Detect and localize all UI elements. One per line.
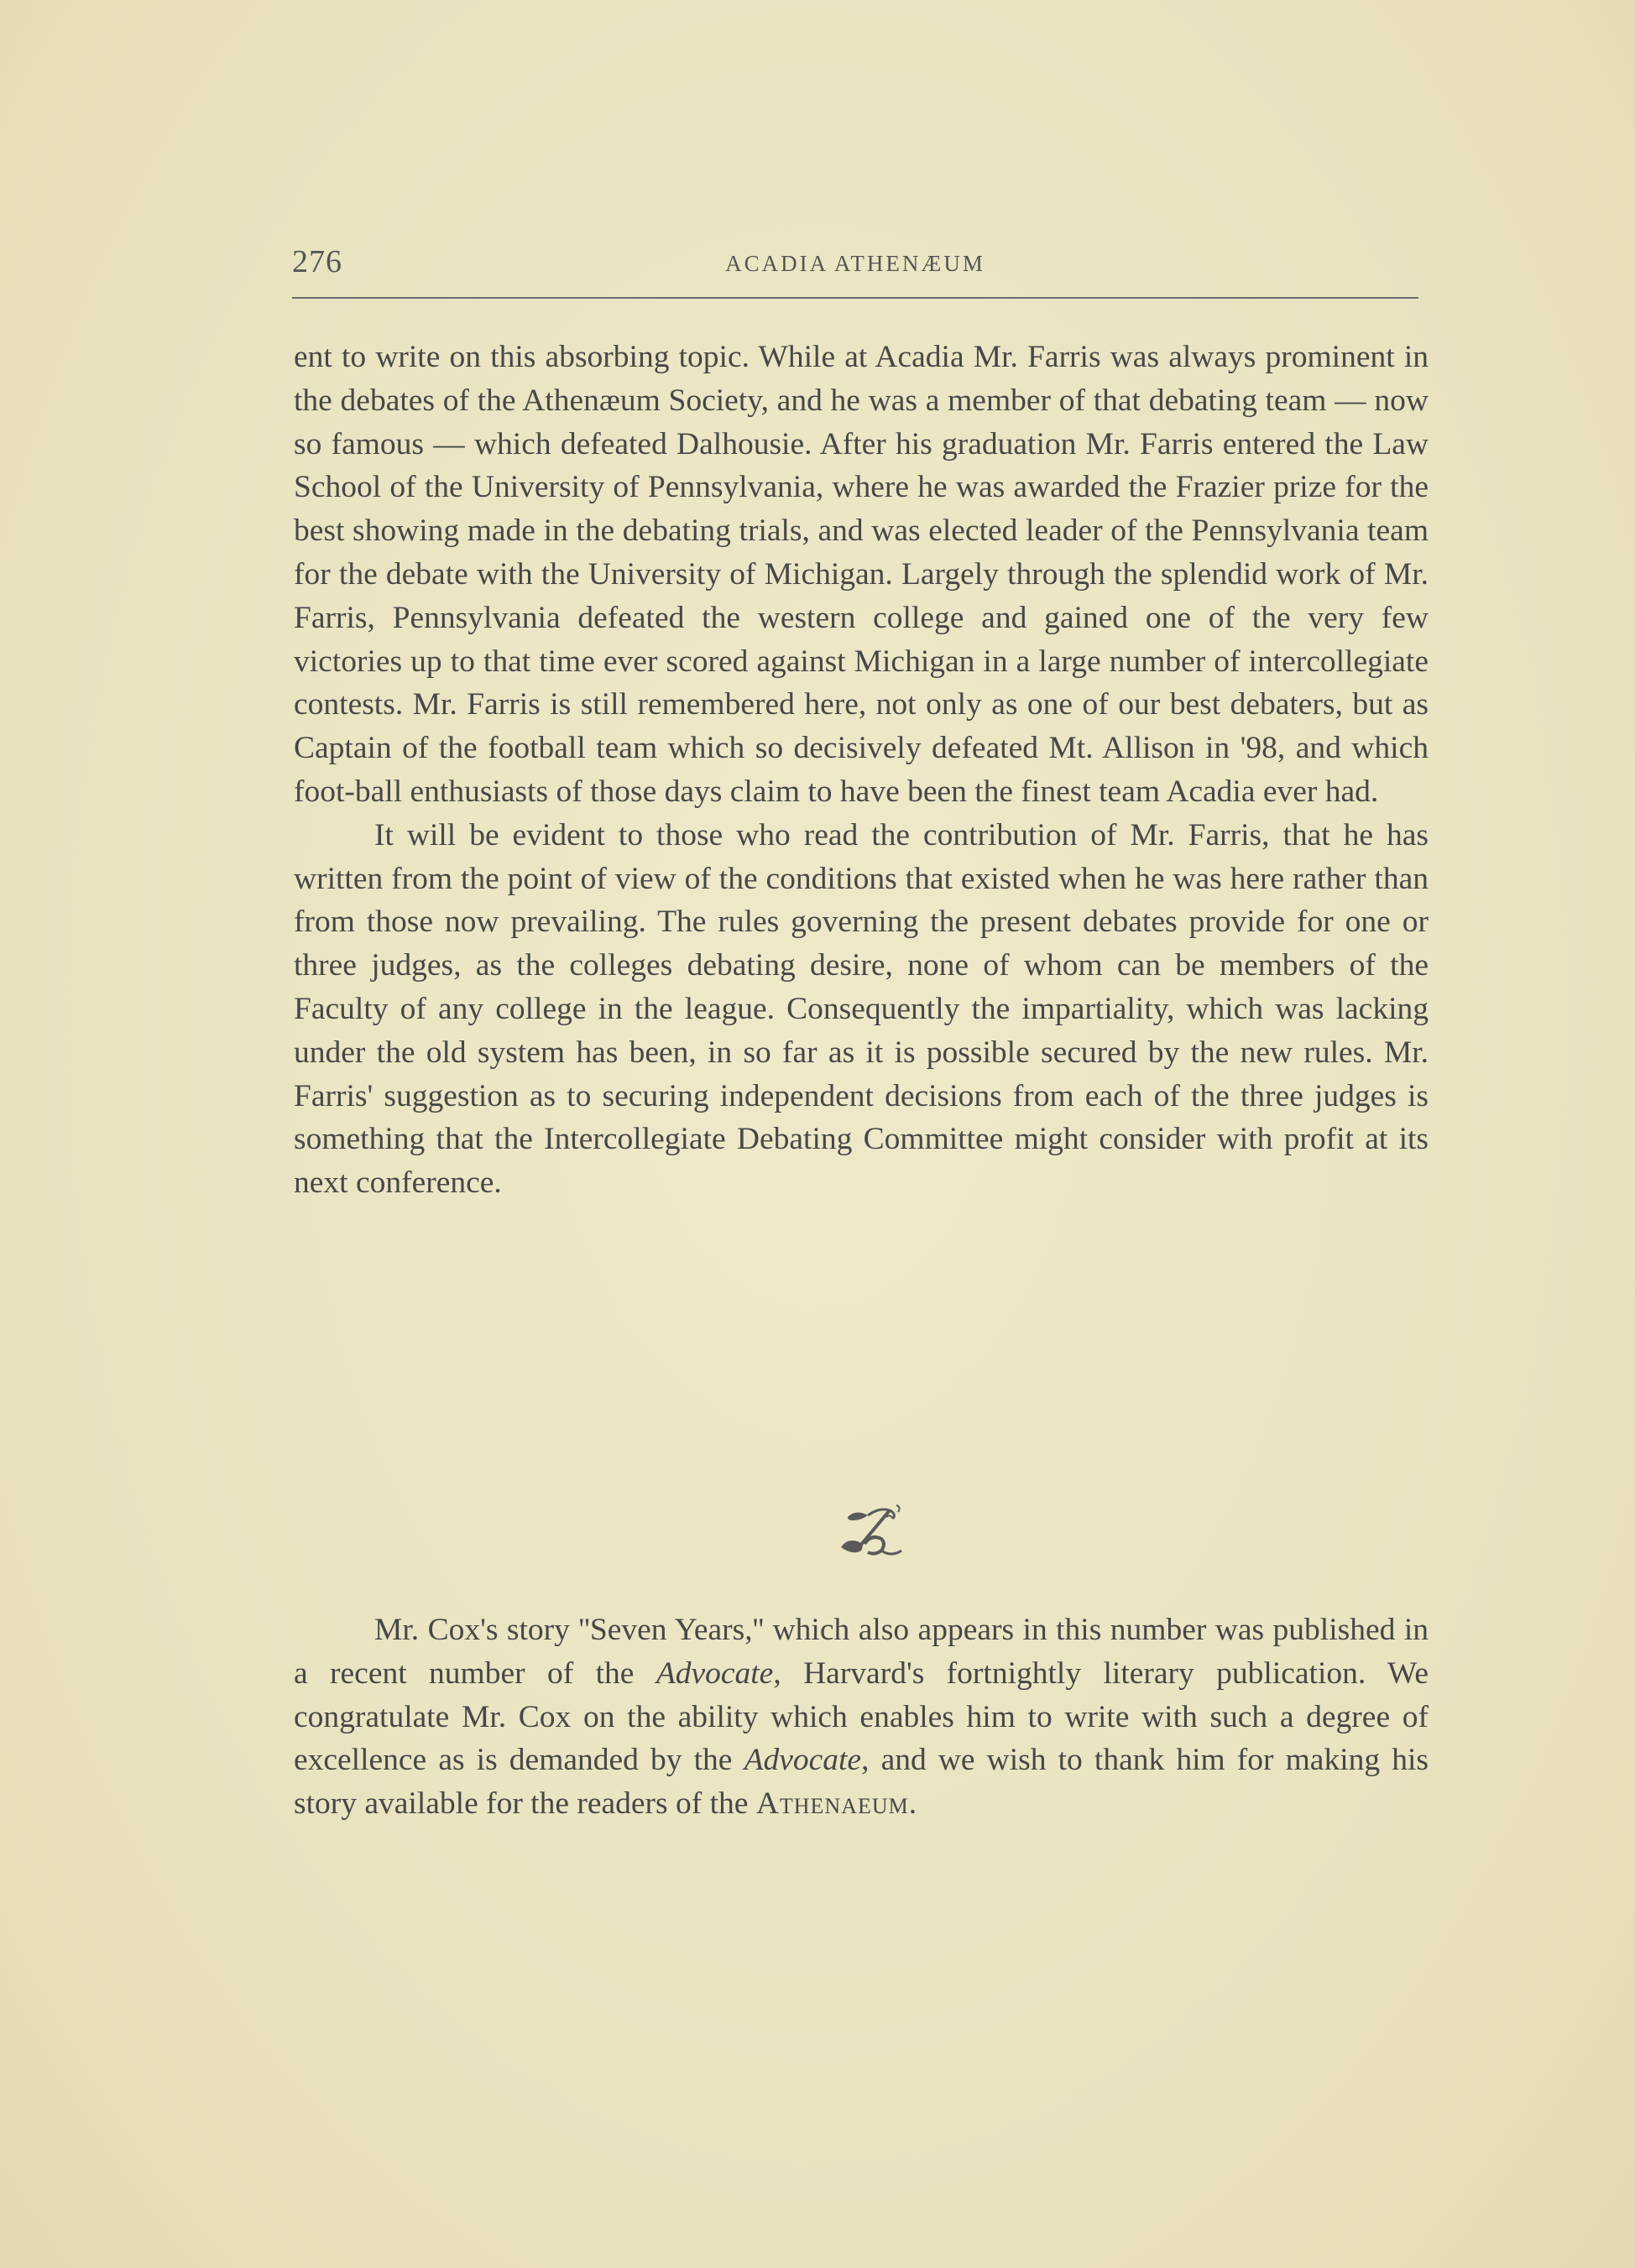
fleuron-ornament-icon	[831, 1502, 915, 1561]
advocate-title-2: Advocate	[744, 1743, 862, 1778]
athenaeum-title: Athenaeum	[755, 1786, 909, 1822]
note-text-2: , Harvard's fortnightly literary publication. We congratulate Mr. Cox on the ability which enables him to write with such a degree of excellence as is demanded by the	[294, 1655, 1429, 1778]
page-header	[292, 243, 1418, 299]
paragraph-farris-biography: ent to write on this absorbing topic. While at Acadia Mr. Farris was always prominent in the debates of the Athenæum Society, and he was a member of that debating team — now so famous — which defeated Dalhousie. After his graduation Mr. Farris entered the Law School of the University of Pennsylvania, where he was awarded the Frazier prize for the best showing made in the debating trials, and was elected leader of the Pennsylvania team for the debate with the University of Michigan. Largely through the splendid work of Mr. Farris, Pennsylvania defeated the western college and gained one of the very few victories up to that time ever scored against Michigan in a large number of intercollegiate contests. Mr. Farris is still remembered here, not only as one of our best debaters, but as Captain of the football team which so decisively defeated Mt. Allison in '98, and which foot-ball enthusiasts of those days claim to have been the finest team Acadia ever had.	[294, 340, 1429, 809]
paragraph-debate-rules: It will be evident to those who read the contribution of Mr. Farris, that he has written from the point of view of the conditions that existed when he was here rather than from those now prevailing. The rules governing the present debates provide for one or three judges, as the colleges debating desire, none of whom can be members of the Faculty of any college in the league. Consequently the impartiality, which was lacking under the old system has been, in so far as it is possible secured by the new rules. Mr. Farris' suggestion as to securing independent decisions from each of the three judges is something that the Intercollegiate Debating Committee might consider with profit at its next conference.	[294, 817, 1429, 1201]
editorial-note	[294, 1608, 1429, 1826]
note-text-3: , and we wish to thank him for making his story available for the readers of the	[294, 1743, 1429, 1822]
note-text-4: .	[908, 1786, 917, 1822]
article-body	[294, 336, 1429, 1205]
note-paragraph	[294, 1608, 1429, 1826]
note-text-1: Mr. Cox's story ''Seven Years,'' which also appears in this number was published in a recent number of the	[294, 1613, 1429, 1691]
page-number: 276	[292, 244, 342, 279]
running-head: ACADIA ATHENÆUM	[725, 251, 985, 276]
advocate-title-1: Advocate	[656, 1655, 774, 1691]
